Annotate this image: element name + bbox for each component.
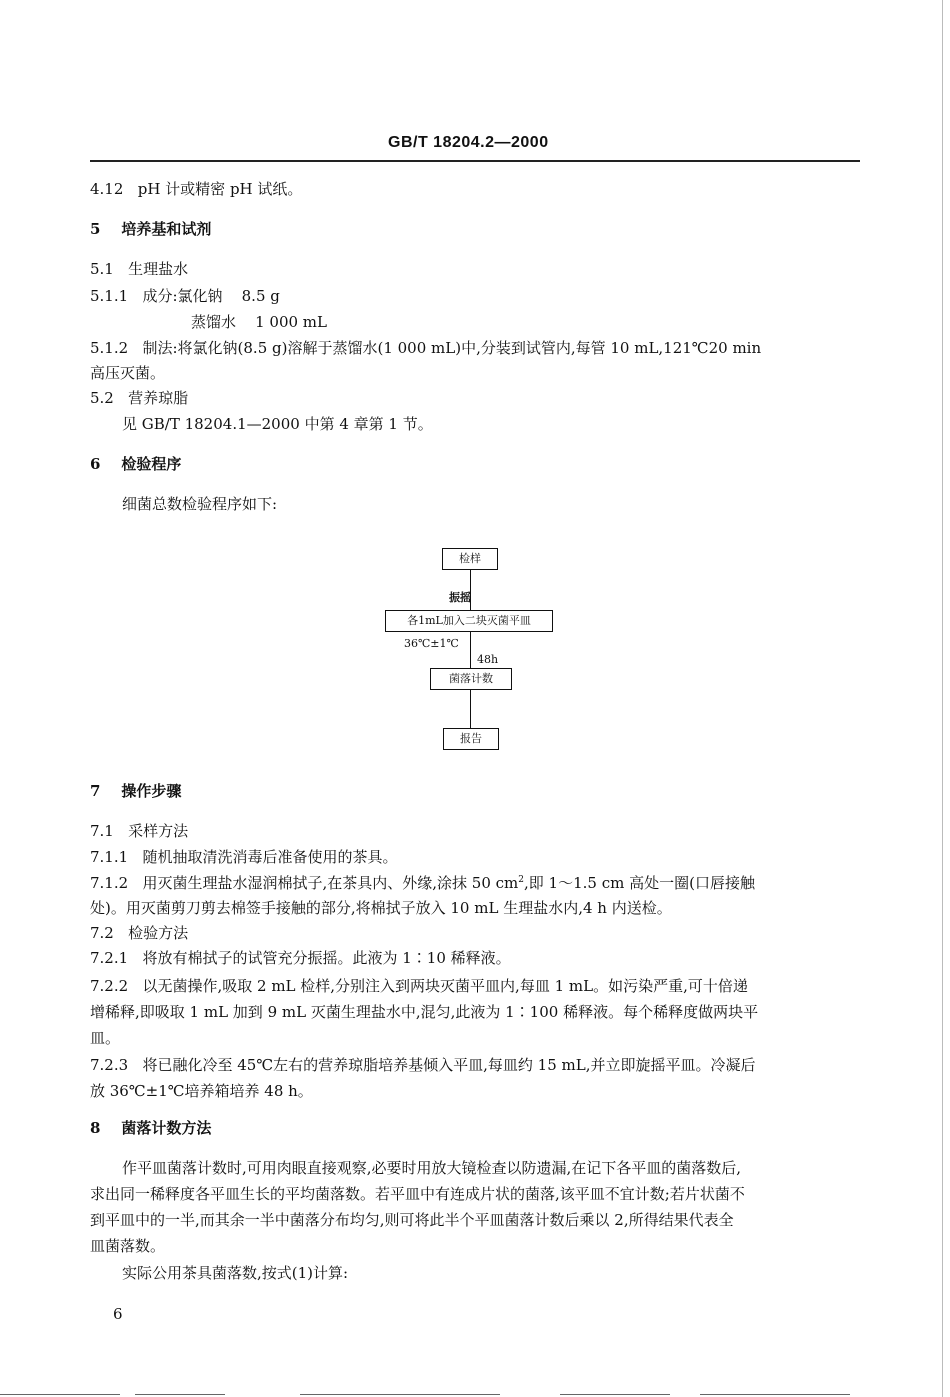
- clause-number: 7.1.2: [90, 874, 129, 892]
- paragraph-line: 到平皿中的一半,而其余一半中菌落分布均匀,则可将此半个平皿菌落计数后乘以 2,所得结果代表全: [90, 1211, 734, 1229]
- clause-number: 5.1: [90, 260, 114, 278]
- section-8-heading: [90, 1117, 211, 1138]
- clause-text: 用灭菌生理盐水湿润棉拭子,在茶具内、外缘,涂抹 50 cm: [142, 874, 519, 892]
- section-number: 5: [90, 220, 101, 238]
- clause-number: 4.12: [90, 180, 124, 198]
- flow-label-shake: 振摇: [449, 591, 471, 604]
- clause-text: ,即 1～1.5 cm 高处一圈(口唇接触: [524, 874, 755, 892]
- ingredient-value: 1 000 mL: [255, 313, 327, 331]
- composition-label: 成分:: [142, 287, 178, 305]
- clause-text: 随机抽取清洗消毒后准备使用的茶具。: [142, 848, 398, 866]
- scan-edge-line: [300, 1394, 500, 1395]
- clause-7-2-3-line2: 放 36℃±1℃培养箱培养 48 h。: [90, 1082, 313, 1100]
- clause-title: 营养琼脂: [128, 389, 189, 407]
- clause-number: 7.1: [90, 822, 114, 840]
- clause-number: 5.2: [90, 389, 114, 407]
- flow-label-duration: 48h: [477, 653, 499, 666]
- clause-5-2-text: 见 GB/T 18204.1—2000 中第 4 章第 1 节。: [122, 415, 433, 433]
- clause-number: 7.2.3: [90, 1056, 129, 1074]
- clause-7-2-3: [90, 1054, 755, 1075]
- clause-number: 5.1.2: [90, 339, 129, 357]
- clause-4-12: [90, 178, 302, 199]
- section-6-intro: 细菌总数检验程序如下:: [122, 495, 278, 513]
- clause-title: 采样方法: [128, 822, 189, 840]
- paragraph-line: 皿菌落数。: [90, 1237, 166, 1255]
- scan-edge-line: [135, 1394, 225, 1395]
- clause-number: 7.2: [90, 924, 114, 942]
- section-number: 7: [90, 782, 101, 800]
- clause-7-1: [90, 820, 188, 841]
- clause-7-2-1: [90, 947, 511, 968]
- section-title: 培养基和试剂: [121, 220, 212, 238]
- flow-box-report: 报告: [443, 728, 499, 750]
- clause-5-1-1-line2: [191, 311, 327, 332]
- section-number: 6: [90, 455, 101, 473]
- clause-text: 将放有棉拭子的试管充分振摇。此液为 1∶10 稀释液。: [142, 949, 511, 967]
- page-number: 6: [113, 1305, 123, 1323]
- clause-5-1-1: [90, 285, 280, 306]
- clause-title: 生理盐水: [128, 260, 189, 278]
- clause-text: 制法:将氯化钠(8.5 g)溶解于蒸馏水(1 000 mL)中,分装到试管内,每管 10 mL,121℃20 min: [142, 339, 762, 357]
- clause-number: 7.1.1: [90, 848, 129, 866]
- section-5-heading: [90, 218, 211, 239]
- clause-number: 7.2.2: [90, 977, 129, 995]
- flow-box-count: 菌落计数: [430, 668, 512, 690]
- clause-number: 7.2.1: [90, 949, 129, 967]
- flow-box-inoculate: 各1mL加入二块灭菌平皿: [385, 610, 553, 632]
- scan-edge-line: [560, 1394, 670, 1395]
- clause-7-1-2-line2: 处)。用灭菌剪刀剪去棉签手接触的部分,将棉拭子放入 10 mL 生理盐水内,4 h 内送检。: [90, 899, 672, 917]
- section-title: 菌落计数方法: [121, 1119, 212, 1137]
- flow-box-sample: 检样: [442, 548, 498, 570]
- clause-7-2-2-line3: 皿。: [90, 1029, 121, 1047]
- paragraph-line: 求出同一稀释度各平皿生长的平均菌落数。若平皿中有连成片状的菌落,该平皿不宜计数;若片状菌不: [90, 1185, 745, 1203]
- clause-7-2-2-line2: 增稀释,即吸取 1 mL 加到 9 mL 灭菌生理盐水中,混匀,此液为 1∶100 稀释液。每个稀释度做两块平: [90, 1003, 759, 1021]
- scan-edge-line: [942, 0, 943, 1397]
- clause-text: pH 计或精密 pH 试纸。: [137, 180, 303, 198]
- header-rule: [90, 160, 860, 162]
- superscript: 2: [518, 875, 525, 885]
- clause-7-2-2: [90, 975, 748, 996]
- clause-5-2: [90, 387, 188, 408]
- clause-5-1: [90, 258, 188, 279]
- scan-edge-line: [0, 1394, 120, 1395]
- paragraph-line: 作平皿菌落计数时,可用肉眼直接观察,必要时用放大镜检查以防遗漏,在记下各平皿的菌落数后,: [122, 1159, 742, 1177]
- clause-5-1-2-line2: 高压灭菌。: [90, 364, 166, 382]
- clause-text: 将已融化冷至 45℃左右的营养琼脂培养基倾入平皿,每皿约 15 mL,并立即旋摇平皿。冷凝后: [142, 1056, 756, 1074]
- scan-edge-line: [700, 1394, 850, 1395]
- flow-label-temperature: 36℃±1℃: [404, 637, 459, 650]
- clause-title: 检验方法: [128, 924, 189, 942]
- paragraph-line: 实际公用茶具菌落数,按式(1)计算:: [122, 1264, 349, 1282]
- ingredient-name: 蒸馏水: [191, 313, 237, 331]
- flow-connector: [470, 632, 471, 668]
- section-7-heading: [90, 780, 181, 801]
- clause-5-1-2: [90, 337, 761, 358]
- section-title: 检验程序: [121, 455, 182, 473]
- clause-7-1-1: [90, 846, 398, 867]
- ingredient-name: 氯化钠: [177, 287, 223, 305]
- section-title: 操作步骤: [121, 782, 182, 800]
- section-6-heading: [90, 453, 181, 474]
- ingredient-value: 8.5 g: [241, 287, 280, 305]
- clause-7-1-2: [90, 872, 755, 893]
- flow-connector: [470, 690, 471, 728]
- clause-7-2: [90, 922, 188, 943]
- standard-number: GB/T 18204.2—2000: [388, 134, 549, 151]
- clause-number: 5.1.1: [90, 287, 129, 305]
- section-number: 8: [90, 1119, 101, 1137]
- clause-text: 以无菌操作,吸取 2 mL 检样,分别注入到两块灭菌平皿内,每皿 1 mL。如污染严重,可十倍递: [142, 977, 748, 995]
